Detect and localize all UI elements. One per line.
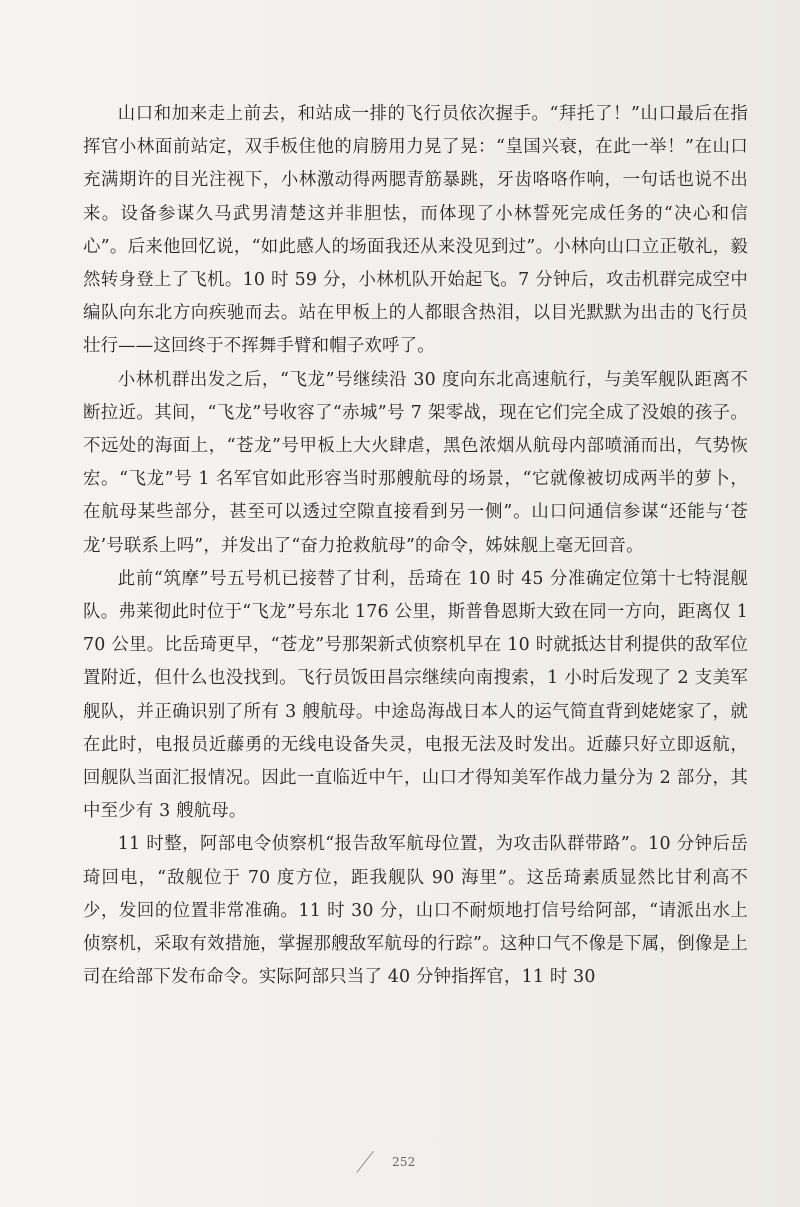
body-text — [83, 98, 748, 994]
paragraph-4: 11 时整，阿部电令侦察机“报告敌军航母位置，为攻击队群带路”。10 分钟后岳琦回电，“敌舰位于 70 度方位，距我舰队 90 海里”。这岳琦素质显然比甘利高不少，发回的位置非常准确。11 时 30 分，山口不耐烦地打信号给阿部，“请派出水上侦察机，采取有效措施，掌握那艘敌军航母的行踪”。这种口气不像是下属，倒像是上司在给部下发布命令。实际阿部只当了 40 分钟指挥官，11 时 30 — [83, 834, 748, 988]
paragraph-2: 小林机群出发之后，“飞龙”号继续沿 30 度向东北高速航行，与美军舰队距离不断拉近。其间，“飞龙”号收容了“赤城”号 7 架零战，现在它们完全成了没娘的孩子。不远处的海面上，“苍龙”号甲板上大火肆虐，黑色浓烟从航母内部喷涌而出，气势恢宏。“飞龙”号 1 名军官如此形容当时那艘航母的场景，“它就像被切成两半的萝卜，在航母某些部分，甚至可以透过空隙直接看到另一侧”。山口问通信参谋“还能与‘苍龙’号联系上吗”，并发出了“奋力抢救航母”的命令，姊妹舰上毫无回音。 — [83, 369, 748, 556]
page-number-area — [367, 1148, 427, 1180]
paragraph-3: 此前“筑摩”号五号机已接替了甘利，岳琦在 10 时 45 分准确定位第十七特混舰队。弗莱彻此时位于“飞龙”号东北 176 公里，斯普鲁恩斯大致在同一方向，距离仅 170 公里。比岳琦更早，“苍龙”号那架新式侦察机早在 10 时就抵达甘利提供的敌军位置附近，但什么也没找到。飞行员饭田昌宗继续向南搜索，1 小时后发现了 2 支美军舰队，并正确识别了所有 3 艘航母。中途岛海战日本人的运气简直背到姥姥家了，就在此时，电报员近藤勇的无线电设备失灵，电报无法及时发出。近藤只好立即返航，回舰队当面汇报情况。因此一直临近中午，山口才得知美军作战力量分为 2 部分，其中至少有 3 艘航母。 — [83, 568, 748, 822]
page-number: 252 — [392, 1155, 416, 1169]
paragraph-1: 山口和加来走上前去，和站成一排的飞行员依次握手。“拜托了！”山口最后在指挥官小林面前站定，双手板住他的肩膀用力晃了晃：“皇国兴衰，在此一举！”在山口充满期许的目光注视下，小林激动得两腮青筋暴跳，牙齿咯咯作响，一句话也说不出来。设备参谋久马武男清楚这并非胆怯，而体现了小林誓死完成任务的“决心和信心”。后来他回忆说，“如此感人的场面我还从来没见到过”。小林向山口立正敬礼，毅然转身登上了飞机。10 时 59 分，小林机队开始起飞。7 分钟后，攻击机群完成空中编队向东北方向疾驰而去。站在甲板上的人都眼含热泪，以目光默默为出击的飞行员壮行——这回终于不挥舞手臂和帽子欢呼了。 — [83, 104, 748, 357]
page-number-slash — [356, 1151, 373, 1173]
